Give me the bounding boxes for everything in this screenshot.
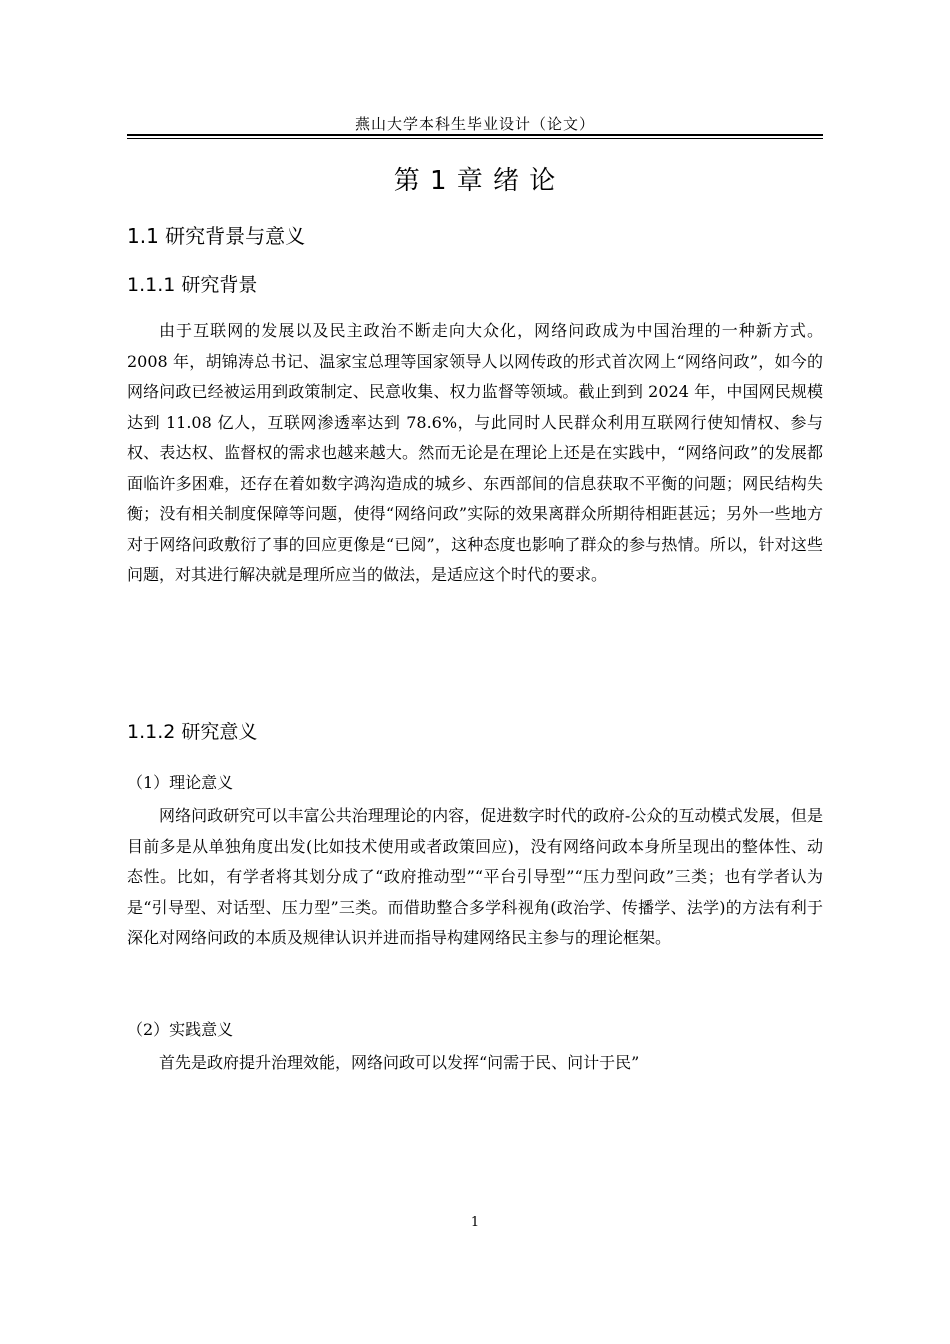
theory-paragraph: 网络问政研究可以丰富公共治理理论的内容，促进数字时代的政府-公众的互动模式发展，但是目前多是从单独角度出发(比如技术使用或者政策回应)，没有网络问政本身所呈现出的整体性、动态性。比如，有学者将其划分成了“政府推动型”“平台引导型”“压力型问政”三类；也有学者认为是“引导型、对话型、压力型”三类。而借助整合多学科视角(政治学、传播学、法学)的方法有利于深化对网络问政的本质及规律认识并进而指导构建网络民主参与的理论框架。: [127, 806, 823, 947]
practice-label: （2）实践意义: [127, 1020, 234, 1039]
header-rule-thick: [127, 134, 823, 136]
subsection-heading-background: 1.1.1 研究背景: [127, 274, 258, 296]
subsection-heading-significance: 1.1.2 研究意义: [127, 721, 258, 743]
practice-paragraph: 首先是政府提升治理效能，网络问政可以发挥“问需于民、问计于民”: [159, 1053, 640, 1072]
background-paragraph: 由于互联网的发展以及民主政治不断走向大众化，网络问政成为中国治理的一种新方式。2008 年，胡锦涛总书记、温家宝总理等国家领导人以网传政的形式首次网上“网络问政”，如今的网络问政已经被运用到政策制定、民意收集、权力监督等领域。截止到到 2024 年，中国网民规模达到 11.08 亿人，互联网渗透率达到 78.6%，与此同时人民群众利用互联网行使知情权、参与权、表达权、监督权的需求也越来越大。然而无论是在理论上还是在实践中，“网络问政”的发展都面临许多困难，还存在着如数字鸿沟造成的城乡、东西部间的信息获取不平衡的问题；网民结构失衡；没有相关制度保障等问题，使得“网络问政”实际的效果离群众所期待相距甚远；另外一些地方对于网络问政敷衍了事的回应更像是“已阅”，这种态度也影响了群众的参与热情。所以，针对这些问题，对其进行解决就是理所应当的做法，是适应这个时代的要求。: [127, 321, 823, 584]
section-heading: 1.1 研究背景与意义: [127, 224, 306, 248]
header-rule-thin: [127, 138, 823, 139]
running-header: 燕山大学本科生毕业设计（论文）: [354, 115, 595, 133]
page-number: 1: [470, 1215, 480, 1230]
chapter-title: 第 1 章 绪 论: [393, 166, 557, 196]
theory-label: （1）理论意义: [127, 773, 234, 792]
